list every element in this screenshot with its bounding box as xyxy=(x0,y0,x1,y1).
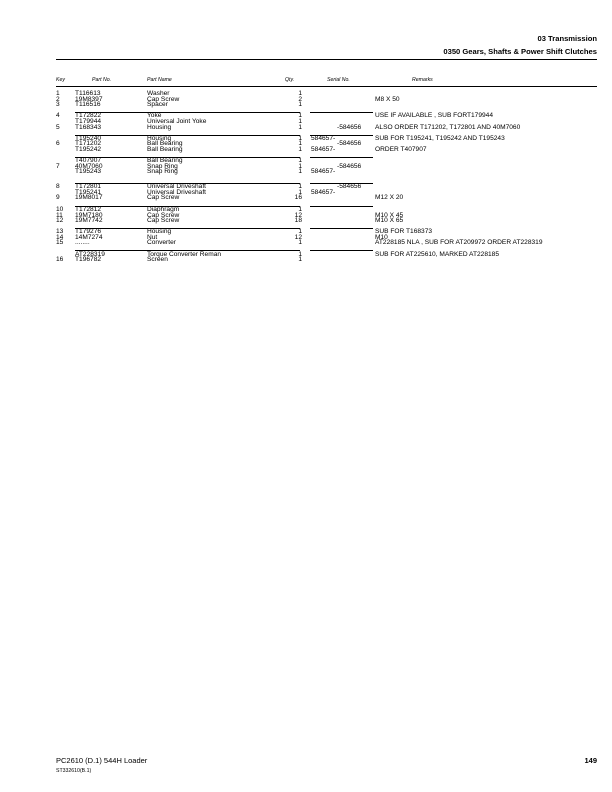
part-number-cell: 40M7060 xyxy=(75,162,103,170)
column-header-part-no: Part No. xyxy=(92,77,112,83)
part-name-cell: Universal Joint Yoke xyxy=(147,118,207,125)
key-cell: 6 xyxy=(56,140,60,148)
quantity-cell: 18 xyxy=(294,217,302,225)
section-title: 03 Transmission xyxy=(537,34,597,43)
part-name-cell: Snap Ring xyxy=(147,162,178,170)
part-number-cell: T195242 xyxy=(75,146,102,153)
serial-start-cell: 584657- xyxy=(311,134,336,142)
remarks-cell: USE IF AVAILABLE , SUB FORT179944 xyxy=(375,112,494,120)
part-name-cell: Universal Driveshaft xyxy=(147,188,206,196)
part-number-cell: T195240 xyxy=(75,134,102,142)
part-name-cell: Housing xyxy=(147,228,172,236)
remarks-cell: AT228185 NLA , SUB FOR AT209972 ORDER AT228319 xyxy=(375,239,543,247)
quantity-cell: 1 xyxy=(298,250,302,258)
part-name-cell: Yoke xyxy=(147,112,162,120)
quantity-cell: 1 xyxy=(298,239,302,247)
part-number-cell: T196782 xyxy=(75,256,102,264)
key-cell: 2 xyxy=(56,95,60,103)
quantity-cell: 1 xyxy=(298,123,302,131)
part-name-cell: Washer xyxy=(147,90,170,97)
remarks-cell: ORDER T407907 xyxy=(375,146,427,153)
part-number-cell: T168343 xyxy=(75,123,102,131)
quantity-cell: 1 xyxy=(298,118,302,125)
part-name-cell: Cap Screw xyxy=(147,194,180,202)
table-row xyxy=(0,125,612,131)
table-row xyxy=(0,218,612,224)
quantity-cell: 1 xyxy=(298,256,302,264)
serial-start-cell: 584657- xyxy=(311,168,336,176)
quantity-cell: 1 xyxy=(298,134,302,142)
part-name-cell: Ball Bearing xyxy=(147,140,183,148)
part-number-cell: T172812 xyxy=(75,206,102,214)
footer-document-label: PC2610 (D.1) 544H Loader xyxy=(56,756,148,765)
part-name-cell: Ball Bearing xyxy=(147,146,183,153)
part-number-cell: T195243 xyxy=(75,168,102,176)
part-name-cell: Converter xyxy=(147,239,176,247)
part-number-cell: 19M8017 xyxy=(75,194,103,202)
part-number-cell: T195241 xyxy=(75,188,102,196)
column-header-key: Key xyxy=(56,77,65,83)
key-cell: 4 xyxy=(56,112,60,120)
column-header-remarks: Remarks xyxy=(412,77,433,83)
part-number-cell: T116516 xyxy=(75,101,101,109)
part-name-cell: Nut xyxy=(147,233,158,241)
quantity-cell: 1 xyxy=(298,90,302,97)
quantity-cell: 1 xyxy=(298,188,302,196)
table-row xyxy=(0,257,612,263)
quantity-cell: 1 xyxy=(298,140,302,148)
footer-code: ST332610(B.1) xyxy=(56,768,92,774)
key-cell: 7 xyxy=(56,162,60,170)
column-header-rule xyxy=(56,86,597,87)
remarks-cell: ALSO ORDER T171202, T172801 AND 40M7060 xyxy=(375,123,521,131)
part-number-cell: T172801 xyxy=(75,183,102,191)
key-cell: 11 xyxy=(56,211,63,219)
key-cell: 5 xyxy=(56,123,60,131)
quantity-cell: 1 xyxy=(298,157,302,165)
part-name-cell: Cap Screw xyxy=(147,217,180,225)
quantity-cell: 1 xyxy=(298,228,302,236)
remarks-cell: M8 X 50 xyxy=(375,95,400,103)
remarks-cell: SUB FOR T195241, T195242 AND T195243 xyxy=(375,134,505,142)
quantity-cell: 16 xyxy=(294,194,302,202)
table-row xyxy=(0,147,612,153)
part-number-cell: 19M8397 xyxy=(75,95,103,103)
remarks-cell: SUB FOR AT225610, MARKED AT228185 xyxy=(375,250,499,258)
part-number-cell: 14M7274 xyxy=(75,233,103,241)
table-row xyxy=(0,195,612,201)
part-number-cell: ........ xyxy=(75,239,90,247)
part-name-cell: Diaphragm xyxy=(147,206,180,214)
part-name-cell: Torque Converter Reman xyxy=(147,250,222,258)
part-name-cell: Spacer xyxy=(147,101,168,109)
key-cell: 14 xyxy=(56,233,64,241)
table-row xyxy=(0,102,612,108)
key-cell: 15 xyxy=(56,239,64,247)
part-number-cell: 19M7742 xyxy=(75,217,103,225)
table-row xyxy=(0,240,612,246)
serial-end-cell: -584656 xyxy=(337,162,362,170)
quantity-cell: 1 xyxy=(298,168,302,176)
part-number-cell: T179944 xyxy=(75,118,102,125)
quantity-cell: 1 xyxy=(298,162,302,170)
group-title: 0350 Gears, Shafts & Power Shift Clutches xyxy=(443,47,597,56)
table-row xyxy=(0,169,612,175)
quantity-cell: 1 xyxy=(298,146,302,153)
remarks-cell: SUB FOR T168373 xyxy=(375,228,433,236)
part-name-cell: Screen xyxy=(147,256,168,264)
part-name-cell: Housing xyxy=(147,123,172,131)
remarks-cell: M10 X 65 xyxy=(375,217,404,225)
part-name-cell: Cap Screw xyxy=(147,95,180,103)
part-name-cell: Universal Driveshaft xyxy=(147,183,206,191)
key-cell: 10 xyxy=(56,206,64,214)
part-name-cell: Ball Bearing xyxy=(147,157,183,165)
part-number-cell: T407907 xyxy=(75,157,102,165)
quantity-cell: 1 xyxy=(298,206,302,214)
header-rule xyxy=(56,59,597,60)
serial-start-cell: 584657- xyxy=(311,146,336,153)
quantity-cell: 12 xyxy=(294,211,302,219)
part-number-cell: T116613 xyxy=(75,90,101,97)
part-number-cell: T179276 xyxy=(75,228,102,236)
part-name-cell: Snap Ring xyxy=(147,168,178,176)
key-cell: 16 xyxy=(56,256,64,264)
quantity-cell: 2 xyxy=(298,95,302,103)
key-cell: 3 xyxy=(56,101,60,109)
part-number-cell: AT228319 xyxy=(75,250,105,258)
key-cell: 12 xyxy=(56,217,64,225)
column-header-qty: Qty. xyxy=(285,77,295,83)
key-cell: 1 xyxy=(56,90,60,97)
page-number: 149 xyxy=(584,756,597,765)
key-cell: 13 xyxy=(56,228,64,236)
part-number-cell: T172822 xyxy=(75,112,102,120)
serial-start-cell: 584657- xyxy=(311,188,336,196)
serial-end-cell: -584656 xyxy=(337,123,362,131)
quantity-cell: 12 xyxy=(294,233,302,241)
key-cell: 8 xyxy=(56,183,60,191)
column-header-serial-no: Serial No. xyxy=(327,77,350,83)
serial-end-cell: -584656 xyxy=(337,140,362,148)
quantity-cell: 1 xyxy=(298,183,302,191)
serial-end-cell: -584656 xyxy=(337,183,362,191)
remarks-cell: M12 X 20 xyxy=(375,194,404,202)
part-name-cell: Housing xyxy=(147,134,172,142)
part-number-cell: T171202 xyxy=(75,140,102,148)
quantity-cell: 1 xyxy=(298,101,302,109)
part-name-cell: Cap Screw xyxy=(147,211,180,219)
column-header-part-name: Part Name xyxy=(147,77,172,83)
remarks-cell: M10 xyxy=(375,233,388,241)
remarks-cell: M10 X 45 xyxy=(375,211,404,219)
key-cell: 9 xyxy=(56,194,60,202)
part-number-cell: 19M7180 xyxy=(75,211,103,219)
quantity-cell: 1 xyxy=(298,112,302,120)
